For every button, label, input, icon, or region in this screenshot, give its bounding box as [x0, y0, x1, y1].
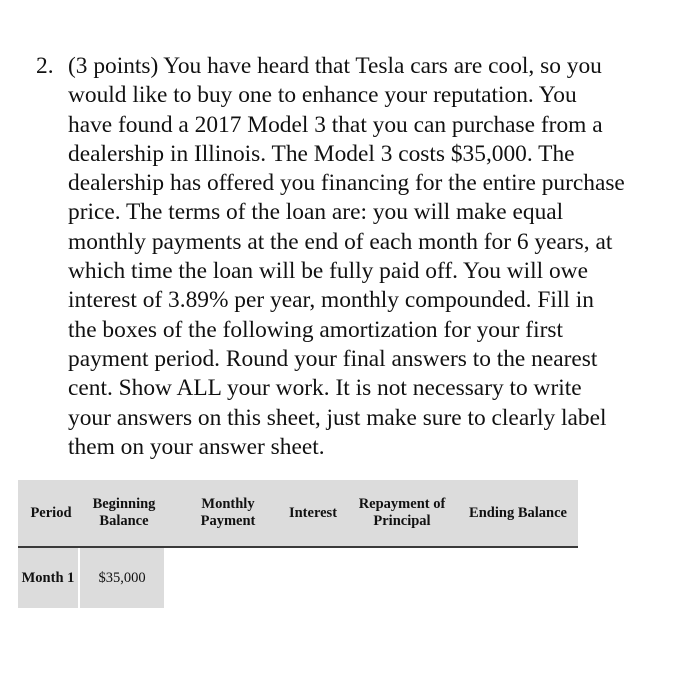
question-number: 2.	[36, 53, 54, 79]
table-row-period-cell: Month 1	[18, 548, 78, 608]
question-line: have found a 2017 Model 3 that you can purchase from a	[68, 111, 603, 138]
question-line: interest of 3.89% per year, monthly compounded. Fill in	[68, 287, 594, 314]
question-line: (3 points) You have heard that Tesla cars are cool, so you	[68, 53, 602, 79]
amortization-table-header	[18, 480, 578, 548]
header-beginning-balance	[86, 480, 162, 546]
header-beginning-balance-line1: Beginning	[92, 496, 156, 512]
header-repayment-line2: Principal	[373, 513, 431, 529]
header-repayment-of-principal	[350, 480, 454, 546]
header-interest: Interest	[288, 504, 338, 521]
question-line: payment period. Round your final answers to the nearest	[68, 345, 598, 372]
header-beginning-balance-line2: Balance	[99, 513, 149, 529]
question-line: the boxes of the following amortization for your first	[68, 316, 563, 343]
question-line: dealership has offered you financing for the entire purchase	[68, 170, 625, 197]
question-body	[68, 52, 676, 462]
question-line: would like to buy one to enhance your reputation. You	[68, 82, 577, 109]
header-repayment-line1: Repayment of	[358, 496, 446, 512]
header-period: Period	[30, 504, 72, 521]
header-monthly-payment	[188, 480, 268, 546]
header-monthly-payment-line2: Payment	[200, 513, 256, 529]
header-monthly-payment-line1: Monthly	[201, 496, 255, 512]
question-line: them on your answer sheet.	[68, 433, 325, 460]
question-line: price. The terms of the loan are: you will make equal	[68, 199, 564, 226]
table-row-beginning-balance-cell: $35,000	[80, 548, 164, 608]
question-line: cent. Show ALL your work. It is not necessary to write	[68, 375, 582, 402]
question-line: which time the loan will be fully paid off. You will owe	[68, 258, 588, 285]
question-line: your answers on this sheet, just make sure to clearly label	[68, 404, 607, 431]
question-line: monthly payments at the end of each month for 6 years, at	[68, 228, 613, 255]
question-text	[36, 52, 676, 462]
question-line: dealership in Illinois. The Model 3 costs $35,000. The	[68, 140, 575, 167]
header-ending-balance: Ending Balance	[469, 504, 567, 521]
